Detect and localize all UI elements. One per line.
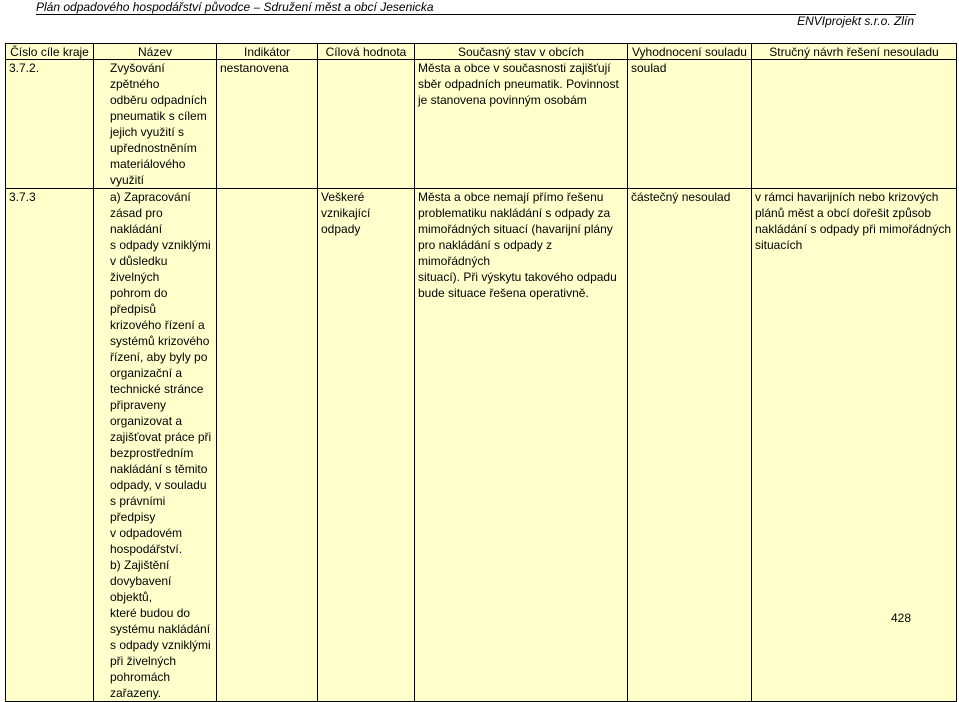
column-header-state: Současný stav v obcích bbox=[415, 44, 628, 60]
cell-text-line: je stanovena povinným osobám bbox=[418, 93, 587, 107]
goals-table bbox=[5, 43, 957, 702]
cell-text-line: v odpadovém bbox=[110, 526, 183, 540]
cell-text-line: zásad pro nakládání bbox=[110, 206, 163, 236]
cell-state bbox=[415, 189, 628, 702]
cell-text-line: nakládání s těmito bbox=[110, 462, 208, 476]
document-header-title: Plán odpadového hospodářství původce – Sdružení měst a obcí Jesenicka bbox=[36, 0, 434, 14]
cell-text-line: technické stránce bbox=[110, 382, 204, 396]
cell-text-line: organizační a bbox=[110, 366, 183, 380]
cell-text-line: s odpady vzniklými bbox=[110, 238, 211, 252]
cell-text-line: sběr odpadních pneumatik. Povinnost bbox=[418, 77, 619, 91]
table-row bbox=[6, 189, 957, 702]
cell-text-line: krizového řízení a bbox=[110, 318, 205, 332]
cell-evaluation bbox=[628, 189, 752, 702]
cell-text-line: mimořádných situací (havarijní plány bbox=[418, 222, 613, 236]
cell-target bbox=[318, 189, 415, 702]
cell-text-line: situací). Při výskytu takového odpadu bbox=[418, 270, 617, 284]
column-header-proposal: Stručný návrh řešení nesouladu bbox=[752, 44, 957, 60]
cell-text-line: situacích bbox=[755, 238, 803, 252]
cell-text-line: systémů krizového bbox=[110, 334, 210, 348]
cell-text-line: zařazeny. bbox=[110, 686, 162, 700]
cell-text-line: zajišťovat práce při bbox=[110, 430, 212, 444]
document-header-company: ENVIprojekt s.r.o. Zlín bbox=[797, 14, 914, 28]
cell-text-line: plánů měst a obcí dořešit způsob bbox=[755, 206, 932, 220]
page-number: 428 bbox=[890, 611, 911, 625]
cell-text-line: připraveny bbox=[110, 398, 167, 412]
cell-text-line: řízení, aby byly po bbox=[110, 350, 208, 364]
cell-text-line: Města a obce nemají přímo řešenu bbox=[418, 190, 604, 204]
cell-text: 3.7.2. bbox=[9, 61, 40, 75]
cell-text-line: bude situace řešena operativně. bbox=[418, 286, 589, 300]
cell-text-line: pohromách bbox=[110, 670, 171, 684]
column-header-indicator: Indikátor bbox=[217, 44, 318, 60]
cell-text-line: Zvyšování zpětného bbox=[110, 61, 165, 91]
column-header-target: Cílová hodnota bbox=[318, 44, 415, 60]
cell-text-line: materiálového využití bbox=[110, 157, 186, 187]
cell-text-line: v důsledku živelných bbox=[110, 254, 168, 284]
cell-number bbox=[6, 60, 94, 189]
table-header-row bbox=[6, 44, 957, 60]
cell-text-line: bezprostředním bbox=[110, 446, 194, 460]
cell-indicator bbox=[217, 60, 318, 189]
cell-text-line: systému nakládání bbox=[110, 622, 211, 636]
header-divider bbox=[36, 14, 916, 15]
cell-text-line: upřednostněním bbox=[110, 141, 197, 155]
cell-text-line: odpady, v souladu bbox=[110, 478, 207, 492]
cell-text-line: nakládání s odpady při mimořádných bbox=[755, 222, 952, 236]
cell-text-line: které budou do bbox=[110, 606, 191, 620]
cell-proposal bbox=[752, 60, 957, 189]
cell-text-line: při živelných bbox=[110, 654, 177, 668]
cell-proposal bbox=[752, 189, 957, 702]
cell-text-line: b) Zajištění bbox=[110, 558, 170, 572]
cell-text-line: v rámci havarijních nebo krizových bbox=[755, 190, 939, 204]
cell-text-line: s odpady vzniklými bbox=[110, 638, 211, 652]
cell-target bbox=[318, 60, 415, 189]
cell-text-line: pro nakládání s odpady z mimořádných bbox=[418, 238, 553, 268]
cell-name bbox=[94, 60, 217, 189]
cell-text-line: problematiku nakládání s odpady za bbox=[418, 206, 611, 220]
cell-evaluation bbox=[628, 60, 752, 189]
column-header-evaluation: Vyhodnocení souladu bbox=[628, 44, 752, 60]
cell-text-line: organizovat a bbox=[110, 414, 183, 428]
cell-text-line: dovybavení objektů, bbox=[110, 574, 172, 604]
cell-text-line: Města a obce v současnosti zajišťují bbox=[418, 61, 611, 75]
cell-indicator bbox=[217, 189, 318, 702]
cell-text-line: Veškeré bbox=[321, 190, 365, 204]
cell-state bbox=[415, 60, 628, 189]
cell-text-line: pohrom do předpisů bbox=[110, 286, 168, 316]
cell-number bbox=[6, 189, 94, 702]
cell-text-line: pneumatik s cílem bbox=[110, 109, 207, 123]
cell-name bbox=[94, 189, 217, 702]
column-header-number: Číslo cíle kraje bbox=[6, 44, 94, 60]
cell-text-line: odběru odpadních bbox=[110, 93, 207, 107]
cell-text-line: jejich využití s bbox=[110, 125, 185, 139]
cell-text: 3.7.3 bbox=[9, 190, 36, 204]
cell-text: soulad bbox=[631, 61, 667, 75]
cell-text: částečný nesoulad bbox=[631, 190, 731, 204]
cell-text: nestanovena bbox=[220, 61, 289, 75]
cell-text-line: s právními předpisy bbox=[110, 494, 166, 524]
table-row bbox=[6, 60, 957, 189]
column-header-name: Název bbox=[94, 44, 217, 60]
cell-text-line: hospodářství. bbox=[110, 542, 183, 556]
cell-text-line: a) Zapracování bbox=[110, 190, 191, 204]
cell-text-line: vznikající bbox=[321, 206, 371, 220]
cell-text-line: odpady bbox=[321, 222, 361, 236]
